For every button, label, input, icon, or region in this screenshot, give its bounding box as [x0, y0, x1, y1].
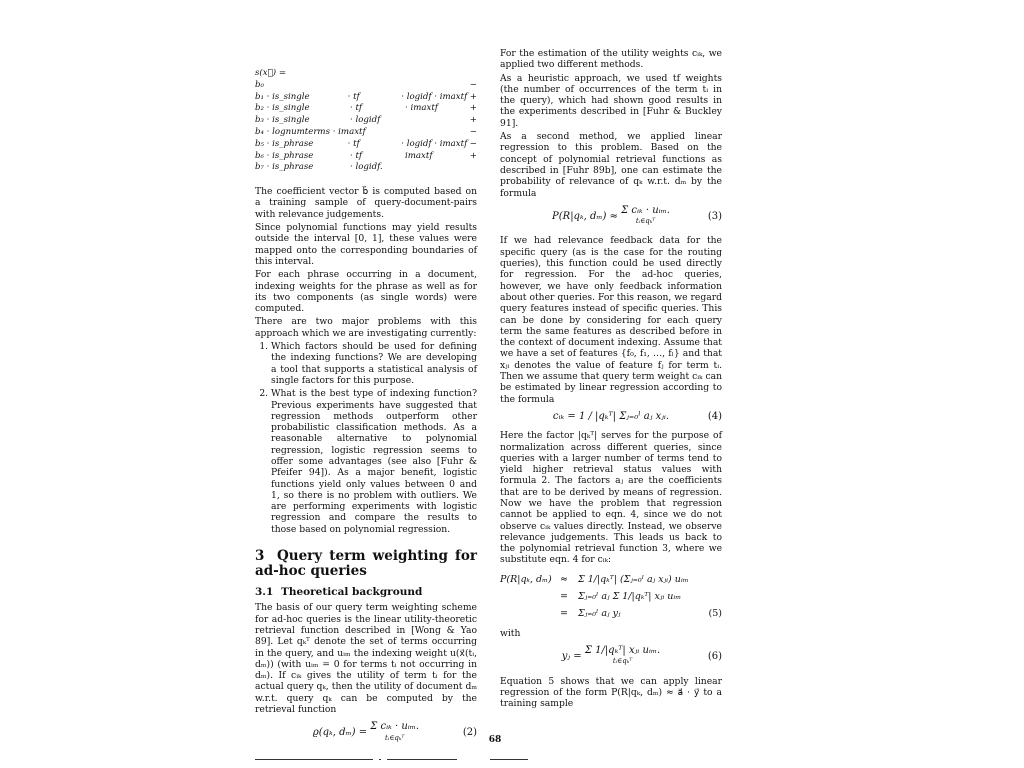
paragraph: For each phrase occurring in a document, indexing weights for the phrase as well as for its two components (as single words) were computed. [255, 269, 477, 315]
eq6-subscript: tᵢ∈qₖᵀ [612, 657, 633, 666]
indexing-function-formula [255, 68, 477, 174]
paragraph: Since polynomial functions may yield results outside the interval [0, 1], these values were mapped onto the corresponding boundaries of this interval. [255, 222, 477, 267]
subsection-title: Theoretical background [281, 586, 423, 599]
eq2-rhs: Σ cᵢₖ · uᵢₘ. [370, 721, 420, 733]
paragraph: As a heuristic approach, we used tf weights (the number of occurrences of the term tᵢ in the query), which had shown good results in the experiments described in [Fuhr & Buckley 91]. [500, 72, 722, 129]
paragraph: If we had relevance feedback data for the specific query (as is the case for the routing queries), this function could be used directly for regression. For the ad-hoc queries, however, we have only feedback information about other queries. For this reason, we regard query features instead of specific queries. This can be done by considering for each query term the same features as described before in the context of document indexing. Assume that we have a set of features {f₀, f₁, …, fₗ} and that xⱼᵢ denotes the value of feature fⱼ for term tᵢ. Then we assume that query term weight cᵢₖ can be estimated by linear regression according to the formula [500, 235, 722, 405]
paper-page [255, 40, 735, 760]
left-column [255, 68, 477, 752]
eq4-rhs: Σⱼ₌₀ˡ aⱼ xⱼᵢ. [619, 410, 670, 422]
section-heading [255, 549, 477, 579]
eq4-fraction: 1 / |qₖᵀ| [578, 410, 617, 422]
eq2-number: (2) [462, 726, 477, 738]
paragraph: The coefficient vector b⃗ is computed based on a training sample of query-document-pairs with relevance judgements. [255, 186, 477, 220]
equation-6 [500, 645, 722, 668]
list-item: 2. What is the best type of indexing function? Previous experiments have suggested that regression methods outperform other probabilistic classification methods. As a reasonable alternative to polynomial regression, logistic regression seems to offer some advantages (see also [Fuhr & Pfeifer 94]). As a major benefit, logistic functions yield only values between 0 and 1, so there is no problem with outliers. We are performing experiments with logistic regression and compare the results to those based on polynomial regression. [271, 388, 477, 535]
eq6-rhs: Σ 1/|qₖᵀ| xⱼᵢ uᵢₘ. [584, 644, 661, 656]
list-item: 1. Which factors should be used for defining the indexing functions? We are developing a tool that supports a statistical analysis of single factors for this purpose. [271, 341, 477, 386]
eq5-number: (5) [708, 608, 722, 620]
eq3-lhs: P(R|qₖ, dₘ) ≈ [552, 210, 618, 222]
formula-row: b₆ · is_phrase · tf imaxtf + [255, 150, 477, 161]
eq6-lhs: yⱼ = [561, 650, 582, 662]
equation-5: P(R|qₖ, dₘ) ≈ Σ 1/|qₖᵀ| (Σⱼ₌₀ˡ aⱼ xⱼᵢ) uᵢₘ = Σⱼ₌₀ˡ aⱼ Σ 1/|qₖᵀ| xⱼᵢ uᵢₘ = Σⱼ₌₀ˡ aⱼ yⱼ (5) [500, 573, 722, 620]
subsection-heading [255, 587, 477, 598]
eq3-rhs: Σ cᵢₖ · uᵢₘ. [621, 204, 670, 216]
eq4-number: (4) [707, 410, 722, 422]
formula-row: b₅ · is_phrase · tf · logidf · imaxtf − [255, 138, 477, 149]
problem-list [255, 341, 477, 535]
formula-row: b₂ · is_single · tf · imaxtf + [255, 103, 477, 114]
eq2-subscript: tᵢ∈qₖᵀ [384, 733, 405, 742]
subsection-number: 3.1 [255, 586, 274, 599]
eq3-number: (3) [707, 210, 722, 222]
formula-row: b₇ · is_phrase · logidf. [255, 162, 383, 173]
section-number: 3 [255, 548, 265, 565]
footer-rule [255, 759, 735, 761]
eq4-lhs: cᵢₖ = [552, 410, 576, 422]
page-number: 68 [488, 735, 502, 745]
section-title: Query term weighting for ad-hoc queries [255, 548, 477, 580]
eq6-number: (6) [707, 650, 722, 662]
equation-3 [500, 205, 722, 228]
formula-row: b₁ · is_single · tf · logidf · imaxtf + [255, 91, 477, 102]
paragraph: There are two major problems with this approach which we are investigating currently: [255, 316, 477, 339]
right-column [500, 48, 722, 711]
eq3-subscript: tᵢ∈qₖᵀ [635, 217, 656, 226]
paragraph: Here the factor |qₖᵀ| serves for the purpose of normalization across different queries, since queries with a larger number of terms tend to yield higher retrieval status values with formula 2. The factors aⱼ are the coefficients that are to be derived by means of regression. Now we have the problem that regression cannot be applied to eqn. 4, since we do not observe cᵢₖ values directly. Instead, we observe relevance judgements. This leads us back to the polynomial retrieval function 3, where we substitute eqn. 4 for cᵢₖ: [500, 430, 722, 566]
paragraph: For the estimation of the utility weights cᵢₖ, we applied two different methods. [500, 48, 722, 71]
with-label: with [500, 627, 521, 639]
paragraph: The basis of our query term weighting scheme for ad-hoc queries is the linear utility-theoretic retrieval function described in [Wong & Yao 89]. Let qₖᵀ denote the set of terms occurring in the query, and uᵢₘ the indexing weight u(x⃗(tᵢ, dₘ)) (with uᵢₘ = 0 for terms tᵢ not occurring in dₘ). If cᵢₖ gives the utility of term tᵢ for the actual query qₖ, then the utility of document dₘ w.r.t. query qₖ can be computed by the retrieval function [255, 602, 477, 716]
eq2-lhs: ϱ(qₖ, dₘ) = [312, 726, 368, 738]
formula-row: b₀ − [255, 79, 477, 90]
paragraph: As a second method, we applied linear regression to this problem. Based on the concept of polynomial retrieval functions as described in [Fuhr 89b], one can estimate the probability of relevance of qₖ w.r.t. dₘ by the formula [500, 131, 722, 199]
formula-row: b₄ · lognumterms · imaxtf − [255, 126, 477, 137]
equation-4 [500, 411, 722, 422]
formula-head: s(x⃗) = [255, 68, 287, 78]
paragraph: Equation 5 shows that we can apply linear regression of the form P(R|qₖ, dₘ) ≈ a⃗ · y⃗ to a training sample [500, 675, 722, 710]
formula-row: b₃ · is_single · logidf + [255, 115, 477, 126]
